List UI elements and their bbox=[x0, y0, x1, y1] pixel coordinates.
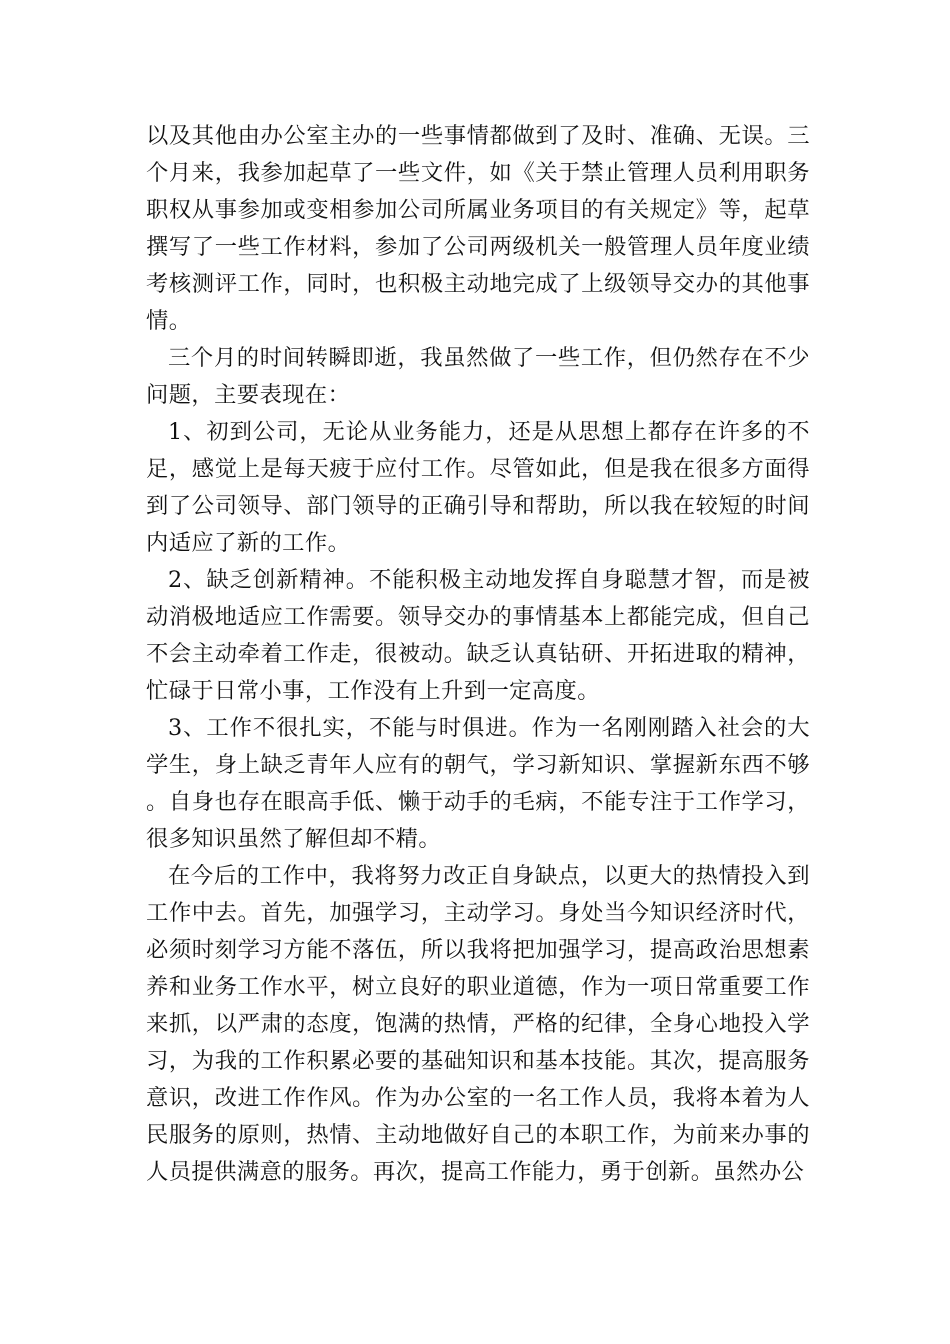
paragraph-problem-3: 3、工作不很扎实，不能与时俱进。作为一名刚刚踏入社会的大学生，身上缺乏青年人应有的朝气，学习新知识、掌握新东西不够。自身也存在眼高手低、懒于动手的毛病，不能专注于工作学习，很多知识虽然了解但却不精。 bbox=[146, 715, 810, 852]
paragraph-future-plans: 在今后的工作中，我将努力改正自身缺点，以更大的热情投入到工作中去。首先，加强学习，主动学习。身处当今知识经济时代，必须时刻学习方能不落伍，所以我将把加强学习，提高政治思想素养和业务工作水平，树立良好的职业道德，作为一项日常重要工作来抓，以严肃的态度，饱满的热情，严格的纪律，全身心地投入学习，为我的工作积累必要的基础知识和基本技能。其次，提高服务意识，改进工作作风。作为办公室的一名工作人员，我将本着为人民服务的原则，热情、主动地做好自己的本职工作，为前来办事的人员提供满意的服务。再次，提高工作能力，勇于创新。虽然办公 bbox=[146, 863, 810, 1185]
paragraph-problem-2: 2、缺乏创新精神。不能积极主动地发挥自身聪慧才智，而是被动消极地适应工作需要。领导交办的事情基本上都能完成，但自己不会主动牵着工作走，很被动。缺乏认真钻研、开拓进取的精神，忙碌于日常小事，工作没有上升到一定高度。 bbox=[146, 567, 810, 704]
paragraph-office-tasks: 以及其他由办公室主办的一些事情都做到了及时、准确、无误。三个月来，我参加起草了一些文件，如《关于禁止管理人员利用职务职权从事参加或变相参加公司所属业务项目的有关规定》等，起草撰写了一些工作材料，参加了公司两级机关一般管理人员年度业绩考核测评工作，同时，也积极主动地完成了上级领导交办的其他事情。 bbox=[146, 123, 810, 334]
paragraph-problems-intro: 三个月的时间转瞬即逝，我虽然做了一些工作，但仍然存在不少问题，主要表现在： bbox=[146, 345, 810, 408]
document-body bbox=[146, 118, 810, 1191]
paragraph-problem-1: 1、初到公司，无论从业务能力，还是从思想上都存在许多的不足，感觉上是每天疲于应付工作。尽管如此，但是我在很多方面得到了公司领导、部门领导的正确引导和帮助，所以我在较短的时间内适应了新的工作。 bbox=[146, 419, 810, 556]
